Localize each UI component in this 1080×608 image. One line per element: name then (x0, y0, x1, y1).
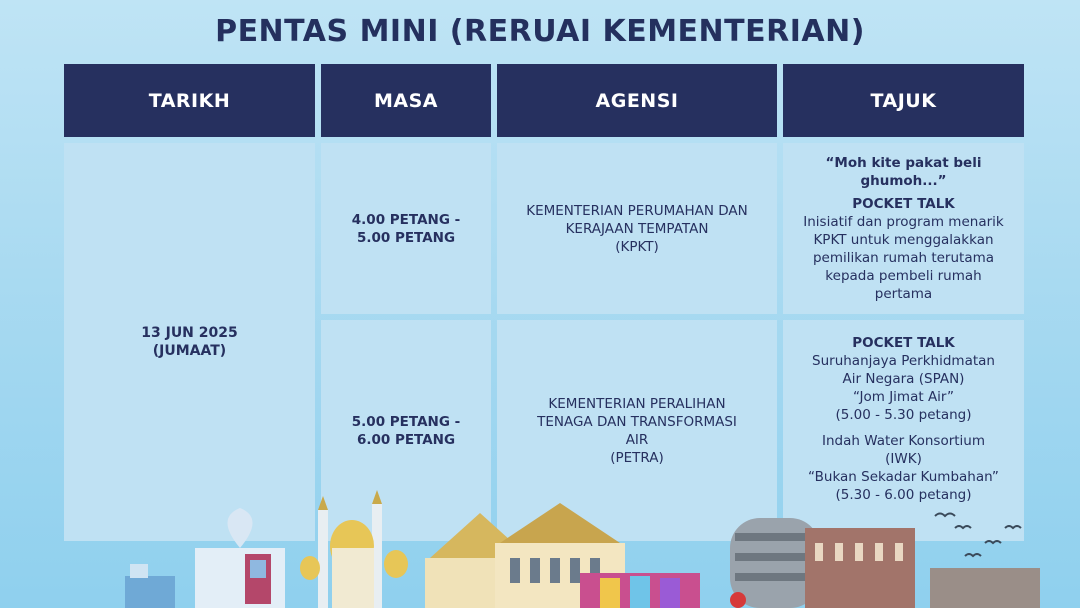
day-line: (JUMAAT) (152, 343, 227, 359)
tajuk-body-line: pertama (874, 286, 933, 302)
tajuk-body-line: KPKT untuk menggalakkan (813, 232, 994, 248)
tajuk-quote: ghumoh...” (860, 173, 947, 189)
agensi-line: KERAJAAN TEMPATAN (565, 220, 709, 237)
tajuk-block2-line: “Bukan Sekadar Kumbahan” (808, 469, 999, 485)
tajuk-block1-line: Air Negara (SPAN) (842, 371, 965, 387)
agensi-cell-2 (497, 320, 777, 541)
date-line: 13 JUN 2025 (141, 325, 238, 341)
masa-line: 4.00 PETANG - (351, 211, 461, 228)
header-masa: MASA (321, 64, 491, 137)
masa-line: 5.00 PETANG - (351, 413, 461, 430)
tajuk-cell-1 (783, 143, 1024, 314)
header-agensi: AGENSI (497, 64, 777, 137)
masa-line: 5.00 PETANG (356, 229, 456, 246)
agensi-line: (KPKT) (615, 238, 659, 255)
agensi-line: TENAGA DAN TRANSFORMASI (537, 413, 737, 430)
masa-cell-1 (321, 143, 491, 314)
tajuk-block2-line: (IWK) (885, 451, 922, 467)
tajuk-block1-line: Suruhanjaya Perkhidmatan (812, 353, 995, 369)
tajuk-body-line: kepada pembeli rumah (825, 268, 982, 284)
tajuk-quote: “Moh kite pakat beli (825, 155, 982, 171)
tajuk-body-line: Inisiatif dan program menarik (803, 214, 1004, 230)
agensi-line: (PETRA) (610, 449, 664, 466)
header-tajuk: TAJUK (783, 64, 1024, 137)
agensi-line: KEMENTERIAN PERALIHAN (548, 395, 726, 412)
agensi-cell-1 (497, 143, 777, 314)
tajuk-block1-line: “Jom Jimat Air” (852, 389, 955, 405)
tajuk-cell-2 (783, 320, 1024, 541)
tajuk-heading: POCKET TALK (852, 335, 955, 351)
schedule-table (64, 64, 1018, 535)
page-title: PENTAS MINI (RERUAI KEMENTERIAN) (215, 14, 865, 49)
tajuk-body-line: pemilikan rumah terutama (812, 250, 995, 266)
masa-line: 6.00 PETANG (356, 431, 456, 448)
tajuk-block1-line: (5.00 - 5.30 petang) (835, 407, 972, 423)
tajuk-block2-line: Indah Water Konsortium (821, 433, 985, 449)
tajuk-block2-line: (5.30 - 6.00 petang) (835, 487, 972, 503)
agensi-line: KEMENTERIAN PERUMAHAN DAN (526, 202, 748, 219)
agensi-line: AIR (625, 431, 649, 448)
masa-cell-2 (321, 320, 491, 541)
tajuk-heading: POCKET TALK (852, 196, 955, 212)
header-tarikh: TARIKH (64, 64, 315, 137)
date-cell (64, 143, 315, 541)
